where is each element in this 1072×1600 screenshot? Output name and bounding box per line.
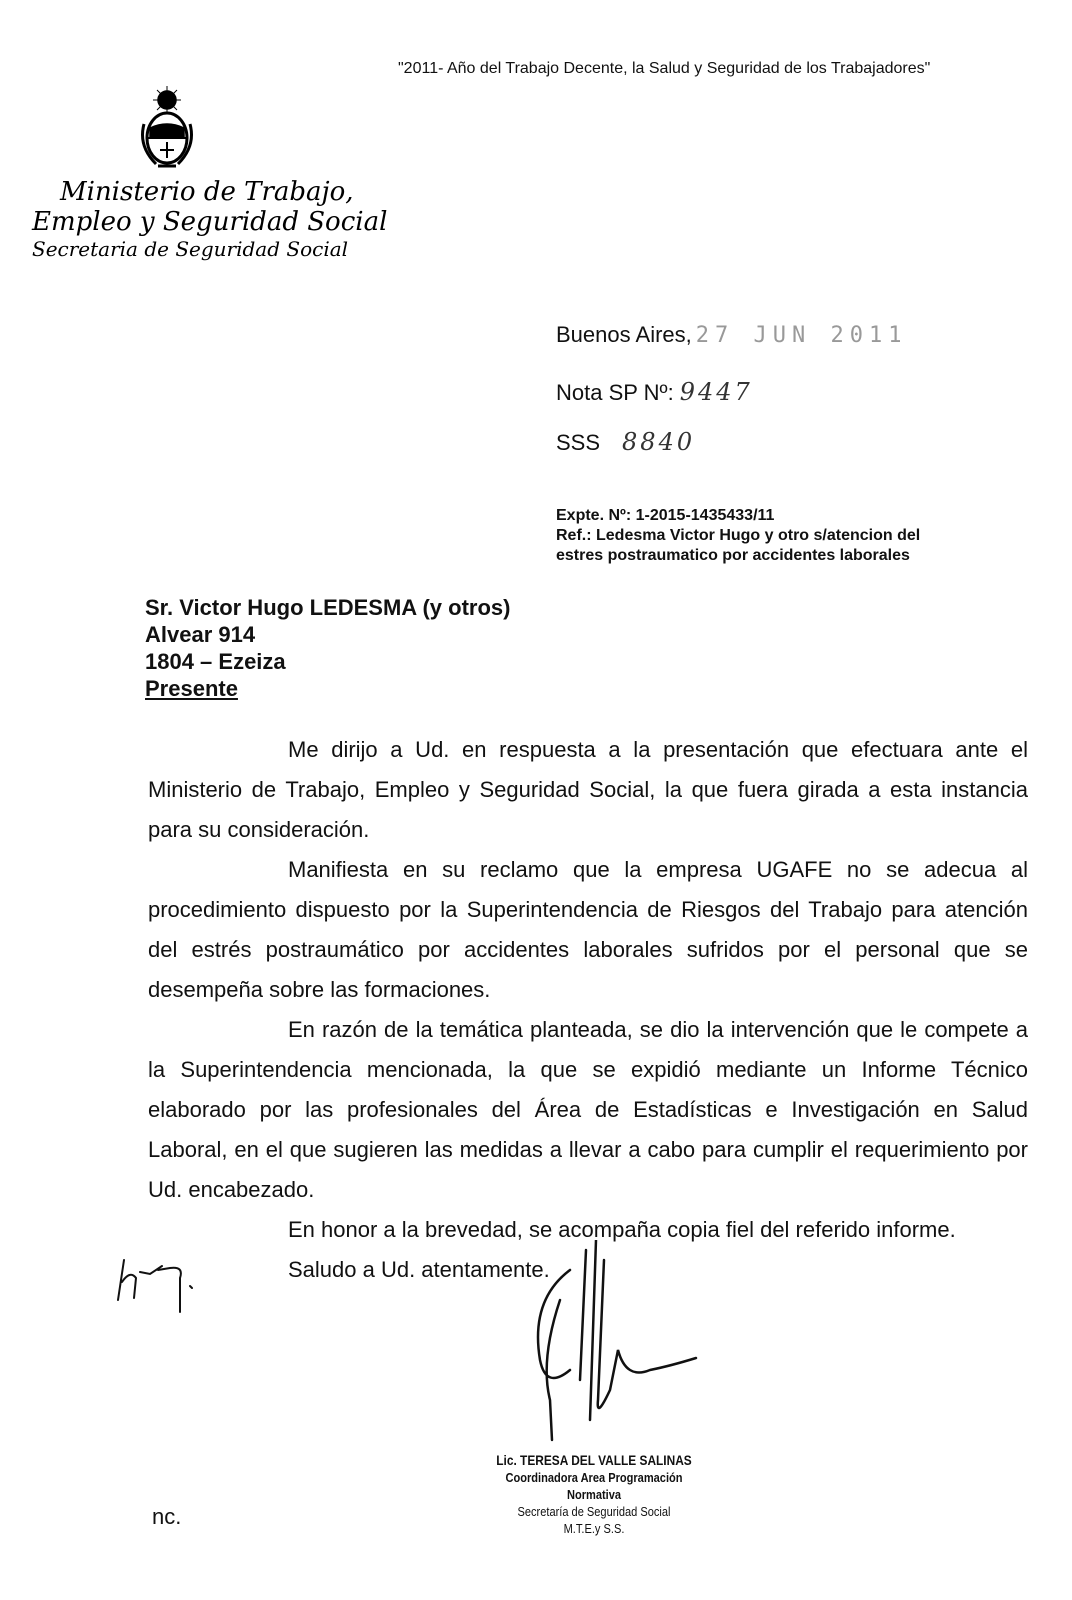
body-paragraph: Me dirijo a Ud. en respuesta a la presentación que efectuara ante el Ministerio de Trabajo, Empleo y Seguridad Social, la que fuera girada a esta instancia para su consideración. [148, 737, 1028, 842]
addressee-presente: Presente [145, 676, 238, 701]
addressee-city: 1804 – Ezeiza [145, 649, 286, 674]
reference-block [556, 506, 920, 566]
addressee-name: Sr. Victor Hugo LEDESMA (y otros) [145, 595, 511, 620]
signature-block [492, 1452, 696, 1537]
sss-number-handwritten: 8840 [622, 428, 696, 456]
body-paragraph: En razón de la temática planteada, se dio la intervención que le compete a la Superintendencia mencionada, la que se expidió mediante un Informe Técnico elaborado por las profesionales del Área de Estadísticas e Investigación en Salud Laboral, en el que sugieren las medidas a llevar a cabo para cumplir el requerimiento por Ud. encabezado. [148, 1017, 1028, 1202]
date-stamp: 27 JUN 2011 [695, 323, 908, 348]
expediente-number: Expte. Nº: 1-2015-1435433/11 [556, 507, 775, 524]
handwritten-initials-icon [110, 1252, 210, 1322]
reference-line-continued: estres postraumatico por accidentes laborales [556, 547, 910, 564]
nota-label: Nota SP Nº: [556, 380, 674, 405]
date-line [556, 322, 907, 348]
typist-initials: nc. [152, 1504, 182, 1529]
signatory-ministry: M.T.E.y S.S. [563, 1521, 625, 1536]
secretariat-name: Secretaria de Seguridad Social [32, 236, 349, 261]
signatory-name: Lic. TERESA DEL VALLE SALINAS [496, 1452, 692, 1468]
nota-line [556, 378, 753, 406]
signatory-role: Coordinadora Area Programación Normativa [505, 1470, 683, 1502]
sss-label: SSS [556, 430, 601, 455]
national-coat-of-arms-icon [136, 84, 198, 170]
letter-body [148, 730, 1028, 1290]
ministry-name-continued: Empleo y Seguridad Social [32, 206, 388, 237]
addressee-street: Alvear 914 [145, 622, 256, 647]
city-label: Buenos Aires, [556, 322, 692, 347]
ministry-name: Ministerio de Trabajo, [60, 177, 354, 207]
body-paragraph: Manifiesta en su reclamo que la empresa UGAFE no se adecua al procedimiento dispuesto por la Superintendencia de Riesgos del Trabajo para atención del estrés postraumático por accidentes laborales sufridos por el personal que se desempeña sobre las formaciones. [148, 857, 1028, 1002]
reference-line: Ref.: Ledesma Victor Hugo y otro s/atencion del [556, 527, 921, 544]
ministry-letterhead [32, 178, 387, 261]
signatory-office: Secretaría de Seguridad Social [517, 1504, 671, 1519]
nota-number-handwritten: 9447 [679, 378, 753, 406]
addressee-block [145, 594, 510, 702]
handwritten-signature-icon [500, 1240, 700, 1460]
sss-line [556, 428, 695, 456]
header-motto: "2011- Año del Trabajo Decente, la Salud y Seguridad de los Trabajadores" [398, 60, 931, 77]
body-paragraph: En honor a la brevedad, se acompaña copia fiel del referido informe. [288, 1217, 956, 1242]
closing-line: Saludo a Ud. atentamente. [288, 1257, 550, 1282]
